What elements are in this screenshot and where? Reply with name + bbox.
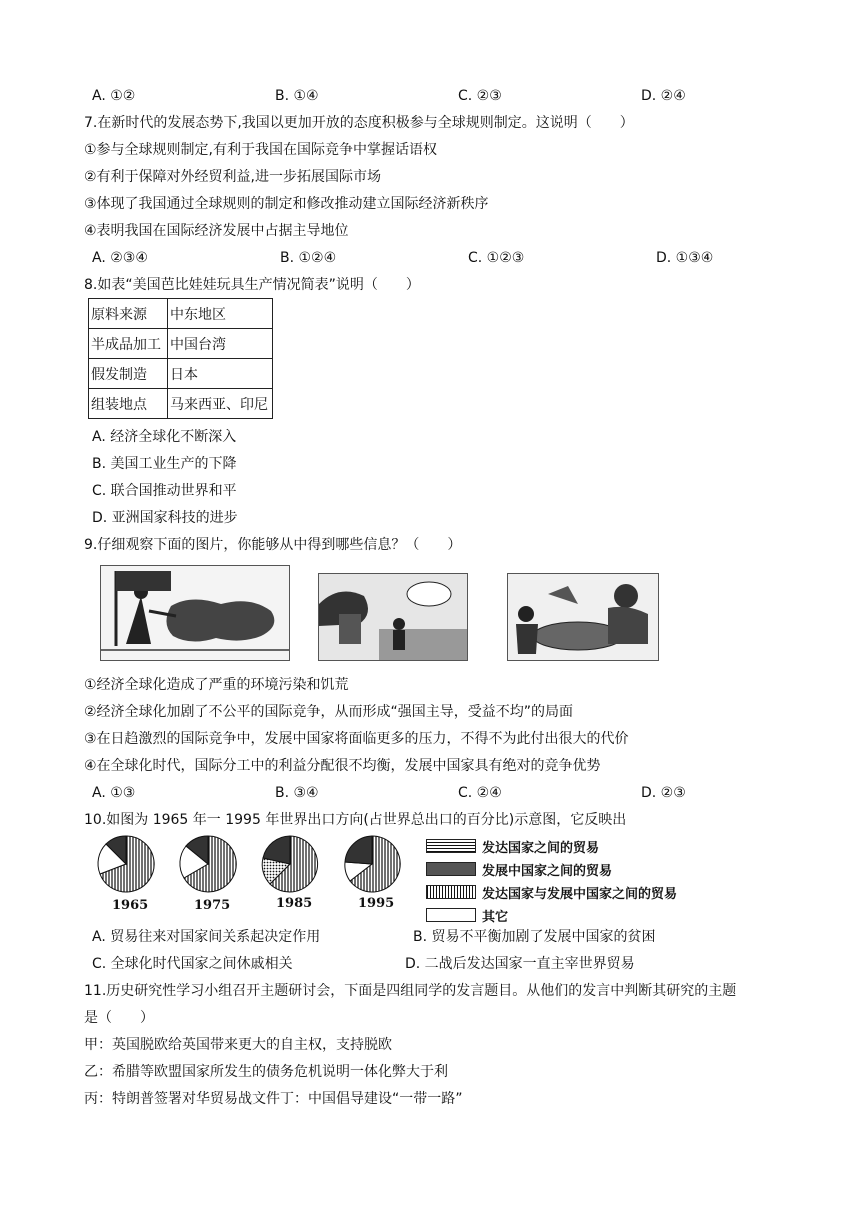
cartoon-image-2 <box>318 573 468 661</box>
q10-option-b[interactable]: B. 贸易不平衡加剧了发展中国家的贫困 <box>413 929 656 945</box>
q11-line-yi: 乙：希腊等欧盟国家所发生的债务危机说明一体化弊大于利 <box>84 1064 448 1080</box>
q9-statement-1: ①经济全球化造成了严重的环境污染和饥荒 <box>84 677 349 693</box>
table-cell: 中国台湾 <box>168 329 273 359</box>
q11-line-bing: 丙：特朗普签署对华贸易战文件丁：中国倡导建设“一带一路” <box>84 1091 463 1107</box>
q6-option-b[interactable]: B. ①④ <box>275 88 319 104</box>
table-cell: 马来西亚、印尼 <box>168 389 273 419</box>
q7-statement-2: ②有利于保障对外经贸利益,进一步拓展国际市场 <box>84 169 381 185</box>
q6-option-a[interactable]: A. ①② <box>92 88 136 104</box>
q10-option-c[interactable]: C. 全球化时代国家之间休戚相关 <box>92 956 293 972</box>
q7-stem: 7.在新时代的发展态势下,我国以更加开放的态度积极参与全球规则制定。这说明（ ） <box>84 115 634 131</box>
q9-options <box>92 784 712 802</box>
q7-option-c[interactable]: C. ①②③ <box>468 250 525 266</box>
q11-line-jia: 甲：英国脱欧给英国带来更大的自主权，支持脱欧 <box>84 1037 392 1053</box>
q9-statement-2: ②经济全球化加剧了不公平的国际竞争，从而形成“强国主导，受益不均”的局面 <box>84 704 574 720</box>
table-cell: 原料来源 <box>89 299 168 329</box>
q8-option-c[interactable]: C. 联合国推动世界和平 <box>92 483 237 499</box>
q10-stem: 10.如图为 1965 年一 1995 年世界出口方向(占世界总出口的百分比)示意图，它反映出 <box>84 812 627 828</box>
q11-stem-line-1: 11.历史研究性学习小组召开主题研讨会，下面是四组同学的发言题目。从他们的发言中判断其研究的主题 <box>84 983 737 999</box>
table-row <box>89 389 273 419</box>
legend-label: 发达国家与发展中国家之间的贸易 <box>482 887 678 902</box>
q7-option-b[interactable]: B. ①②④ <box>280 250 337 266</box>
table-cell: 半成品加工 <box>89 329 168 359</box>
cartoon-image-1 <box>100 565 290 661</box>
q8-option-b[interactable]: B. 美国工业生产的下降 <box>92 456 237 472</box>
q9-option-b[interactable]: B. ③④ <box>275 785 319 801</box>
pie-1995 <box>345 836 400 892</box>
legend-label: 发达国家之间的贸易 <box>482 841 600 856</box>
legend-swatch <box>426 908 476 922</box>
q7-statement-3: ③体现了我国通过全球规则的制定和修改推动建立国际经济新秩序 <box>84 196 489 212</box>
table-cell: 组装地点 <box>89 389 168 419</box>
table-cell: 中东地区 <box>168 299 273 329</box>
q6-option-d[interactable]: D. ②④ <box>641 88 686 104</box>
legend-swatch <box>426 839 476 853</box>
legend-swatch <box>426 862 476 876</box>
q9-statement-4: ④在全球化时代，国际分工中的利益分配很不均衡，发展中国家具有绝对的竞争优势 <box>84 758 601 774</box>
year-label: 1965 <box>112 898 149 913</box>
q11-stem-line-2: 是（ ） <box>84 1010 154 1026</box>
legend-label: 发展中国家之间的贸易 <box>482 864 613 879</box>
pie-chart-row <box>96 834 426 896</box>
year-label: 1995 <box>358 896 395 911</box>
q7-statement-1: ①参与全球规则制定,有利于我国在国际竞争中掌握话语权 <box>84 142 437 158</box>
q6-option-c[interactable]: C. ②③ <box>458 88 502 104</box>
year-label: 1985 <box>276 896 313 911</box>
q8-option-a[interactable]: A. 经济全球化不断深入 <box>92 429 237 445</box>
q7-option-d[interactable]: D. ①③④ <box>656 250 714 266</box>
q10-option-a[interactable]: A. 贸易往来对国家间关系起决定作用 <box>92 929 321 945</box>
pie-1965 <box>98 836 154 892</box>
legend-swatch <box>426 885 476 899</box>
q6-options <box>92 87 712 105</box>
barbie-production-table <box>88 298 273 419</box>
table-row <box>89 299 273 329</box>
q9-statement-3: ③在日趋激烈的国际竞争中，发展中国家将面临更多的压力，不得不为此付出很大的代价 <box>84 731 629 747</box>
cartoon-image-3 <box>507 573 659 661</box>
q8-option-d[interactable]: D. 亚洲国家科技的进步 <box>92 510 238 526</box>
q9-option-d[interactable]: D. ②③ <box>641 785 686 801</box>
year-label: 1975 <box>194 898 231 913</box>
q9-option-c[interactable]: C. ②④ <box>458 785 502 801</box>
q9-stem: 9.仔细观察下面的图片，你能够从中得到哪些信息？（ ） <box>84 537 462 553</box>
q7-option-a[interactable]: A. ②③④ <box>92 250 148 266</box>
q7-options <box>92 249 712 267</box>
legend-label: 其它 <box>482 910 509 925</box>
pie-1985 <box>262 836 317 892</box>
q10-option-d[interactable]: D. 二战后发达国家一直主宰世界贸易 <box>405 956 635 972</box>
q9-option-a[interactable]: A. ①③ <box>92 785 136 801</box>
q8-stem: 8.如表“美国芭比娃娃玩具生产情况简表”说明（ ） <box>84 277 420 293</box>
table-row <box>89 359 273 389</box>
pie-1975 <box>180 836 236 892</box>
q7-statement-4: ④表明我国在国际经济发展中占据主导地位 <box>84 223 349 239</box>
table-cell: 日本 <box>168 359 273 389</box>
table-cell: 假发制造 <box>89 359 168 389</box>
table-row <box>89 329 273 359</box>
